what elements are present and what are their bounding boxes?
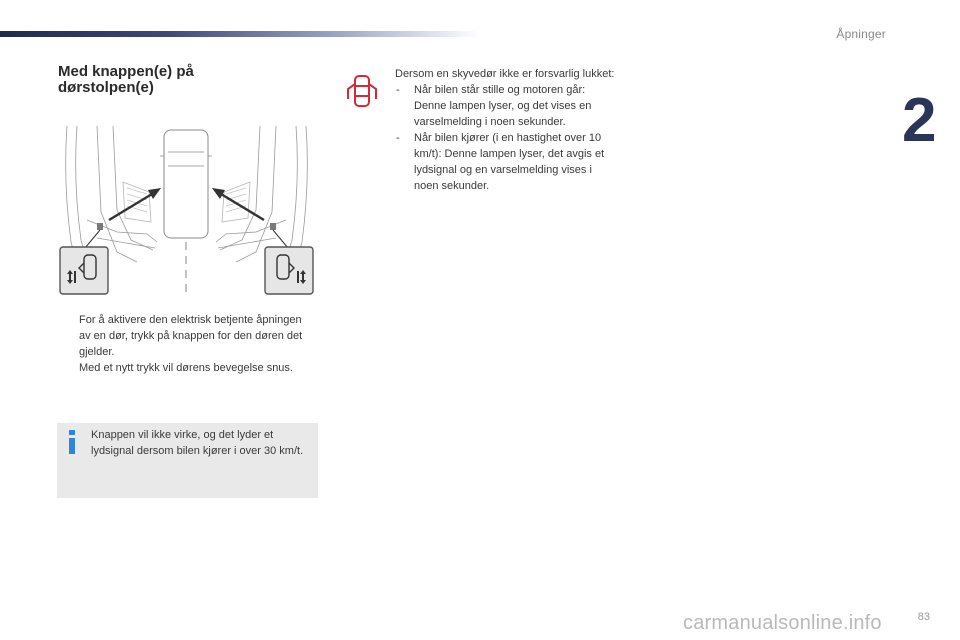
warning-item-text: Når bilen kjører (i en hastighet over 10 km/t): Denne lampen lyser, det avgis et lydsignal og en varselmelding vises i noen sekunder. xyxy=(414,132,605,192)
info-text: Knappen vil ikke virke, og det lyder et lydsignal dersom bilen kjører i over 30 km/t. xyxy=(91,429,304,457)
warning-item xyxy=(395,130,615,194)
instruction-item xyxy=(60,360,310,376)
info-box xyxy=(57,423,318,498)
warning-intro: Dersom en skyvedør ikke er forsvarlig lukket: xyxy=(395,68,615,80)
instruction-item xyxy=(60,312,310,360)
watermark: carmanualsonline.info xyxy=(683,612,882,634)
heading-line-1: Med knappen(e) på xyxy=(58,63,194,80)
chapter-number: 2 xyxy=(902,86,937,155)
chapter-title: Åpninger xyxy=(836,27,886,41)
instruction-text: Med et nytt trykk vil dørens bevegelse snus. xyxy=(79,362,293,374)
instruction-list xyxy=(60,312,310,376)
info-icon xyxy=(67,430,77,454)
warning-item xyxy=(395,82,615,130)
dash-mark: - xyxy=(396,132,400,144)
page-number: 83 xyxy=(917,611,930,623)
chapter-color-band xyxy=(0,31,480,37)
heading-line-2: dørstolpen(e) xyxy=(58,79,154,96)
warning-description xyxy=(395,66,615,194)
instruction-text: For å aktivere den elektrisk betjente åpningen av en dør, trykk på knappen for den døren det gjelder. xyxy=(79,314,303,358)
warning-item-text: Når bilen står stille og motoren går: Denne lampen lyser, og det vises en varselmelding i noen sekunder. xyxy=(414,84,592,128)
door-open-warning-icon xyxy=(345,72,379,110)
door-pillar-buttons-illustration xyxy=(57,122,316,298)
section-heading xyxy=(58,64,298,96)
dash-mark: - xyxy=(396,84,400,96)
